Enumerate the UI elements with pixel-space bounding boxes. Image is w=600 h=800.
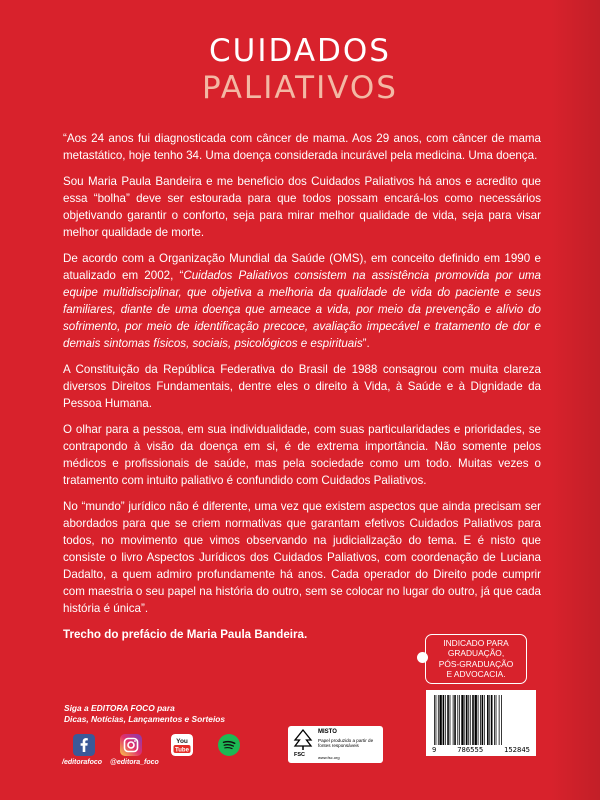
barcode-bar (480, 695, 481, 745)
barcode-bar (464, 695, 465, 745)
follow-text (64, 703, 225, 725)
youtube-word-tube: Tube (175, 747, 189, 754)
barcode-bar (438, 695, 439, 745)
barcode-bar (450, 695, 451, 745)
barcode-bar (484, 695, 485, 745)
paragraph-5: O olhar para a pessoa, em sua individualidade, com suas particularidades e prioridades, se contrapondo à visão da doença em si, é de extrema importância. Não somente pelos médicos e profissionais de saúde, mas pela sociedade como um todo. Muitas vezes o tratamento com intuito paliativo é confundido com Cuidados Paliativos. (63, 423, 541, 487)
barcode-bar (487, 695, 489, 745)
back-cover-text (63, 130, 541, 652)
follow-line-2: Dicas, Notícias, Lançamentos e Sorteios (64, 714, 226, 724)
instagram-handle[interactable]: @editora_foco (110, 759, 159, 766)
youtube-icon-glyph (171, 734, 193, 756)
barcode-bar (496, 695, 497, 745)
spotify-icon-glyph (218, 734, 240, 756)
audience-line-2: GRADUAÇÃO, (447, 648, 505, 659)
barcode-bar (478, 695, 479, 745)
paragraph-2: Sou Maria Paula Bandeira e me beneficio dos Cuidados Paliativos há anos e acredito que essa “bolha” deve ser estourada para que todos possam encará-los como necessários objetivando garantir o conforto, seja para mirar melhor qualidade de vida, seja para visar melhor qualidade de morte. (63, 175, 541, 239)
fsc-misto: MISTO (318, 729, 337, 735)
barcode-bar (482, 695, 484, 745)
barcode-bar (470, 695, 471, 745)
fsc-description: Papel produzido a partir de fontes responsáveis (318, 738, 374, 749)
barcode-bar (436, 695, 437, 745)
audience-line-1: INDICADO PARA (443, 638, 509, 648)
paragraph-3-end: ”. (362, 337, 370, 350)
barcode-bar (459, 695, 460, 745)
signature: Trecho do prefácio de Maria Paula Bandeira. (63, 628, 308, 641)
spine-shadow (550, 0, 600, 800)
facebook-icon-glyph (73, 734, 95, 756)
paragraph-4: A Constituição da República Federativa do Brasil de 1988 consagrou com muita clareza diversos Direitos Fundamentais, dentre eles o direito à Vida, à Saúde e à Dignidade da Pessoa Humana. (63, 363, 541, 410)
barcode-bar (468, 695, 469, 745)
barcode-digits (431, 745, 531, 754)
barcode-bar (499, 695, 500, 745)
paragraph-1: “Aos 24 anos fui diagnosticada com câncer de mama. Aos 29 anos, com câncer de mama metastático, hoje tenho 34. Uma doença considerada incurável pela medicina. Uma doença. (63, 132, 541, 162)
barcode-digit-lead: 9 (432, 745, 437, 754)
barcode-bar (454, 695, 456, 745)
fsc-site: www.fsc.org (318, 755, 340, 760)
barcode-bar (472, 695, 474, 745)
paragraph-3-intro: De acordo com a Organização Mundial da Saúde (OMS), em conceito definido em 1990 e atualizado em 2002, “ (63, 252, 541, 282)
facebook-handle[interactable]: /editorafoco (62, 759, 103, 766)
oms-definition-quote: Cuidados Paliativos consistem na assistência promovida por uma equipe multidisciplinar, que objetiva a melhoria da qualidade de vida do paciente e seus familiares, diante de uma doença que ameace a vida, por meio da prevenção e alívio do sofrimento, por meio de identificação precoce, avaliação impecável e tratamento de dor e demais sintomas físicos, sociais, psicológicos e espirituais (63, 269, 542, 350)
title-line-1: CUIDADOS (209, 33, 391, 69)
facebook-icon[interactable] (73, 734, 95, 756)
barcode-bar (457, 695, 458, 745)
spotify-icon[interactable] (218, 734, 240, 756)
audience-line-4: E ADVOCACIA. (446, 669, 506, 680)
barcode-bar (453, 695, 454, 745)
fsc-logo-text: FSC (294, 752, 305, 758)
barcode-bar (439, 695, 441, 745)
audience-badge (425, 634, 527, 684)
follow-line-1: Siga a EDITORA FOCO para (64, 703, 175, 713)
youtube-icon[interactable] (171, 734, 193, 756)
barcode-bar (475, 695, 477, 745)
fsc-tree-icon (292, 729, 314, 751)
barcode-bar (466, 695, 468, 745)
barcode-digit-group-2: 152845 (504, 745, 530, 754)
instagram-icon-glyph (120, 734, 142, 756)
youtube-word-you: You (176, 738, 188, 745)
barcode-bar (443, 695, 445, 745)
barcode-bar (447, 695, 449, 745)
instagram-icon[interactable] (120, 734, 142, 756)
paragraph-3 (63, 250, 541, 352)
paragraph-6: No “mundo” jurídico não é diferente, uma vez que existem aspectos que ainda precisam ser abordados para que se criem normativas que garantam efetivos Cuidados Paliativos para todos, no movimento que vimos observando na judicialização do tema. E é nisto que consiste o livro Aspectos Jurídicos dos Cuidados Paliativos, com coordenação de Luciana Dadalto, a quem admiro profundamente há anos. Cada operador do Direito pode cumprir com maestria o seu papel na história do outro, sem se colocar no lugar do outro, já que cada história é única”. (63, 500, 541, 615)
audience-line-3: PÓS-GRADUAÇÃO (438, 658, 514, 669)
barcode-bar (445, 695, 446, 745)
barcode-digit-group-1: 786555 (457, 745, 484, 754)
book-title (0, 33, 600, 106)
barcode-bar (489, 695, 490, 745)
fsc-certification-label (288, 726, 383, 763)
barcode-bar (501, 695, 502, 745)
barcode-bar (434, 695, 435, 745)
title-line-2: PALIATIVOS (202, 70, 398, 106)
barcode-bars (431, 695, 529, 745)
barcode-bar (494, 695, 495, 745)
barcode-bar (491, 695, 493, 745)
barcode-bar (461, 695, 463, 745)
isbn-barcode (426, 690, 536, 756)
